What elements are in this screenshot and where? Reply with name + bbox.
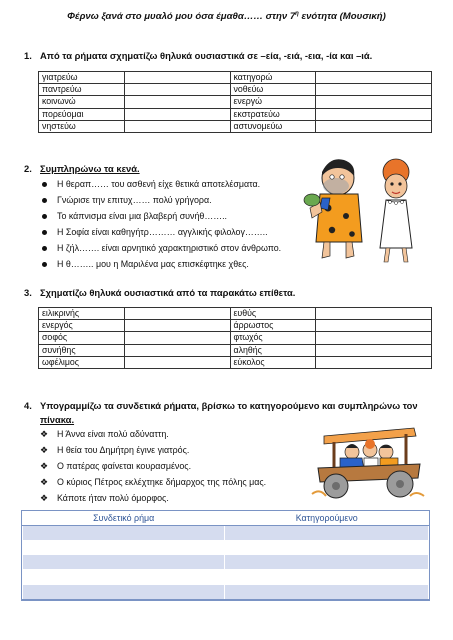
copula-table [22, 511, 429, 600]
table-row: πορεύομαι εκστρατεύω [39, 108, 432, 120]
answer-cell[interactable] [124, 96, 230, 108]
section1-heading: 1. Από τα ρήματα σχηματίζω θηλυκά ουσιαστικά σε –εία, -ειά, -εια, -ία και –ιά. [24, 50, 373, 61]
list-item: ❖ Η θεία του Δημήτρη έγινε γιατρός. [42, 442, 266, 458]
table-row: νηστεύω αστυνομεύω [39, 120, 432, 132]
table-row: ωφέλιμος εύκολος [39, 356, 432, 368]
cartoon-car-illustration [310, 416, 425, 504]
answer-cell[interactable] [124, 356, 230, 368]
answer-cell[interactable] [316, 320, 432, 332]
answer-cell[interactable] [316, 72, 432, 84]
list-item: Η Σοφία είναι καθηγήτρ……… αγγλικής φιλολογ…….. [42, 224, 281, 240]
bullet-icon [42, 262, 47, 267]
list-item: ❖ Η Άννα είναι πολύ αδύναττη. [42, 426, 266, 442]
list-item: Γνώρισε την επιτυχ…… πολύ γρήγορα. [42, 192, 281, 208]
diamond-bullet-icon: ❖ [40, 445, 49, 455]
answer-cell[interactable] [124, 84, 230, 96]
answer-cell[interactable] [23, 525, 225, 540]
answer-cell[interactable] [124, 72, 230, 84]
table-row [23, 525, 429, 540]
table-row: ενεργός άρρωστος [39, 320, 432, 332]
table-row: κοινωνώ ενεργώ [39, 96, 432, 108]
list-item: Η ζήλ……. είναι αρνητικό χαρακτηριστικό στον άνθρωπο. [42, 240, 281, 256]
bullet-icon [42, 182, 47, 187]
answer-cell[interactable] [124, 120, 230, 132]
table-row: παντρεύω νοθεύω [39, 84, 432, 96]
answer-cell[interactable] [225, 540, 429, 555]
answer-cell[interactable] [316, 332, 432, 344]
cartoon-couple-illustration [300, 150, 425, 270]
section4-heading: 4. Υπογραμμίζω τα συνδετικά ρήματα, βρίσκω το κατηγορούμενο και συμπληρώνω τον [24, 400, 418, 411]
answer-cell[interactable] [316, 108, 432, 120]
answer-cell[interactable] [23, 570, 225, 585]
answer-cell[interactable] [316, 344, 432, 356]
table-row [23, 570, 429, 585]
answer-cell[interactable] [124, 108, 230, 120]
bullet-icon [42, 198, 47, 203]
bullet-icon [42, 214, 47, 219]
answer-cell[interactable] [225, 584, 429, 599]
answer-cell[interactable] [225, 525, 429, 540]
bullet-icon [42, 246, 47, 251]
sentences-list [42, 426, 266, 506]
answer-cell[interactable] [124, 332, 230, 344]
section4-heading-cont: πίνακα. [40, 414, 75, 425]
answer-cell[interactable] [225, 570, 429, 585]
diamond-bullet-icon: ❖ [40, 461, 49, 471]
list-item: Η θ…….. μου η Μαριλένα μας επισκέφτηκε χθες. [42, 256, 281, 272]
header-copula-verb: Συνδετικό ρήμα [23, 511, 225, 525]
answer-cell[interactable] [124, 344, 230, 356]
page-title: Φέρνω ξανά στο μυαλό μου όσα έμαθα…… στην $7^\eta$ ενότητα (Μουσική) [67, 11, 386, 23]
answer-cell[interactable] [23, 540, 225, 555]
answer-cell[interactable] [316, 308, 432, 320]
answer-cell[interactable] [316, 120, 432, 132]
list-item: Το κάπνισμα είναι μια βλαβερή συνήθ…….. [42, 208, 281, 224]
bullet-icon [42, 230, 47, 235]
table-row: συνήθης αληθής [39, 344, 432, 356]
fill-gaps-list [42, 176, 281, 272]
table-row [23, 584, 429, 599]
answer-cell[interactable] [316, 356, 432, 368]
table-row: γιατρεύω κατηγορώ [39, 72, 432, 84]
section3-heading: 3. Σχηματίζω θηλυκά ουσιαστικά από τα παρακάτω επίθετα. [24, 287, 296, 298]
diamond-bullet-icon: ❖ [40, 429, 49, 439]
list-item: ❖ Ο πατέρας φαίνεται κουρασμένος. [42, 458, 266, 474]
answer-cell[interactable] [316, 96, 432, 108]
list-item: ❖ Ο κύριος Πέτρος εκλέχτηκε δήμαρχος της πόλης μας. [42, 474, 266, 490]
answer-cell[interactable] [124, 320, 230, 332]
list-item: Η θεραπ…… του ασθενή είχε θετικά αποτελέσματα. [42, 176, 281, 192]
adjectives-table [38, 307, 432, 369]
answer-cell[interactable] [225, 555, 429, 570]
list-item: ❖ Κάποτε ήταν πολύ όμορφος. [42, 490, 266, 506]
answer-cell[interactable] [316, 84, 432, 96]
answer-cell[interactable] [23, 584, 225, 599]
diamond-bullet-icon: ❖ [40, 493, 49, 503]
answer-cell[interactable] [124, 308, 230, 320]
table-row: σοφός φτωχός [39, 332, 432, 344]
diamond-bullet-icon: ❖ [40, 477, 49, 487]
table-row [23, 540, 429, 555]
table-row [23, 555, 429, 570]
answer-cell[interactable] [23, 555, 225, 570]
header-predicate: Κατηγορούμενο [225, 511, 429, 525]
section2-heading: 2. Συμπληρώνω τα κενά. [24, 163, 140, 174]
verbs-table [38, 71, 432, 133]
table-row: ειλικρινής ευθύς [39, 308, 432, 320]
